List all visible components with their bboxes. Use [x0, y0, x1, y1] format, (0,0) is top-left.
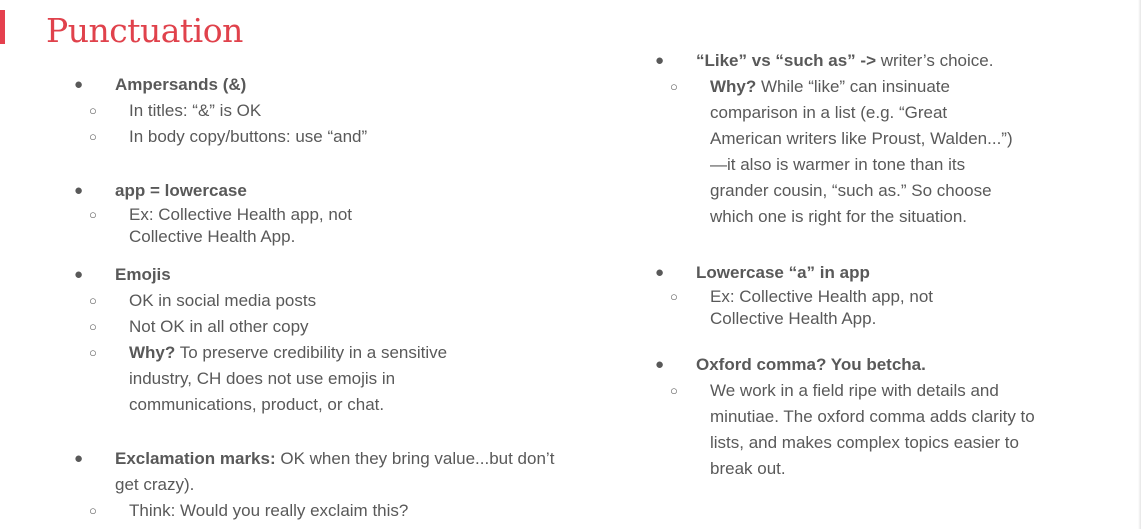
why-text: While “like” can insinuate comparison in a list (e.g. “Great American writers like Proust, Walden...”)—it also is warmer in tone than its grander cousin, “such as.” So choose which one is right for the situation.	[710, 77, 1013, 226]
sub-bullet-icon: ○	[89, 103, 97, 118]
sub-bullet-icon: ○	[89, 319, 97, 334]
right-column	[653, 48, 1093, 482]
sub-item	[72, 124, 572, 150]
bullet-icon: ●	[74, 450, 84, 467]
sub-item-text: Ex: Collective Health app, not Collective Health App.	[710, 287, 934, 328]
sub-item	[72, 498, 572, 524]
page-title: Punctuation	[46, 11, 243, 50]
bullet-icon: ●	[74, 266, 84, 283]
sub-bullet-icon: ○	[89, 345, 97, 360]
list-item-lowercase-a	[653, 260, 1093, 286]
why-text: To preserve credibility in a sensitive industry, CH does not use emojis in communications, product, or chat.	[129, 343, 448, 414]
item-heading-rest: writer’s choice.	[876, 51, 994, 70]
bullet-icon: ●	[655, 356, 665, 373]
bullet-icon: ●	[74, 76, 84, 93]
bullet-icon: ●	[655, 52, 665, 69]
sub-item-why	[653, 74, 1020, 230]
item-heading: Oxford comma? You betcha.	[696, 355, 926, 374]
sub-item-text: We work in a field ripe with details and minutiae. The oxford comma adds clarity to lists, and makes complex topics easier to break out.	[710, 381, 1035, 478]
why-label: Why?	[129, 343, 176, 362]
item-heading: Emojis	[115, 265, 171, 284]
item-heading: Ampersands (&)	[115, 75, 247, 94]
sub-item-text: OK in social media posts	[129, 291, 317, 310]
sub-bullet-icon: ○	[670, 79, 678, 94]
sub-item	[72, 314, 572, 340]
sub-item-text: Think: Would you really exclaim this?	[129, 501, 409, 520]
item-heading: Exclamation marks:	[115, 449, 276, 468]
sub-bullet-icon: ○	[89, 503, 97, 518]
list-item-like-vs-such-as	[653, 48, 1093, 74]
item-heading: app = lowercase	[115, 181, 247, 200]
item-heading: Lowercase “a” in app	[696, 263, 870, 282]
sub-item-text: In titles: “&” is OK	[129, 101, 262, 120]
sub-bullet-icon: ○	[89, 293, 97, 308]
item-heading: “Like” vs “such as” ->	[696, 51, 876, 70]
sub-bullet-icon: ○	[89, 129, 97, 144]
sub-bullet-icon: ○	[670, 289, 678, 304]
bullet-icon: ●	[74, 182, 84, 199]
left-column	[72, 72, 572, 524]
sub-bullet-icon: ○	[670, 383, 678, 398]
why-label: Why?	[710, 77, 757, 96]
list-item-app	[72, 178, 572, 204]
sub-item	[653, 378, 1045, 482]
item-heading-rest: OK when they bring value...but don’t get crazy).	[115, 449, 555, 494]
list-item-exclamation	[72, 446, 555, 498]
sub-item-text: Ex: Collective Health app, not Collective Health App.	[129, 205, 353, 246]
sub-item	[72, 288, 572, 314]
sub-bullet-icon: ○	[89, 207, 97, 222]
sub-item-text: Not OK in all other copy	[129, 317, 309, 336]
sub-item	[653, 286, 970, 330]
list-item-emojis	[72, 262, 572, 288]
sub-item-why	[72, 340, 504, 418]
bullet-icon: ●	[655, 264, 665, 281]
sub-item-text: In body copy/buttons: use “and”	[129, 127, 368, 146]
title-accent-bar	[0, 10, 5, 44]
sub-item	[72, 98, 572, 124]
list-item-oxford-comma	[653, 352, 1093, 378]
sub-item	[72, 204, 429, 248]
list-item-ampersands	[72, 72, 572, 98]
